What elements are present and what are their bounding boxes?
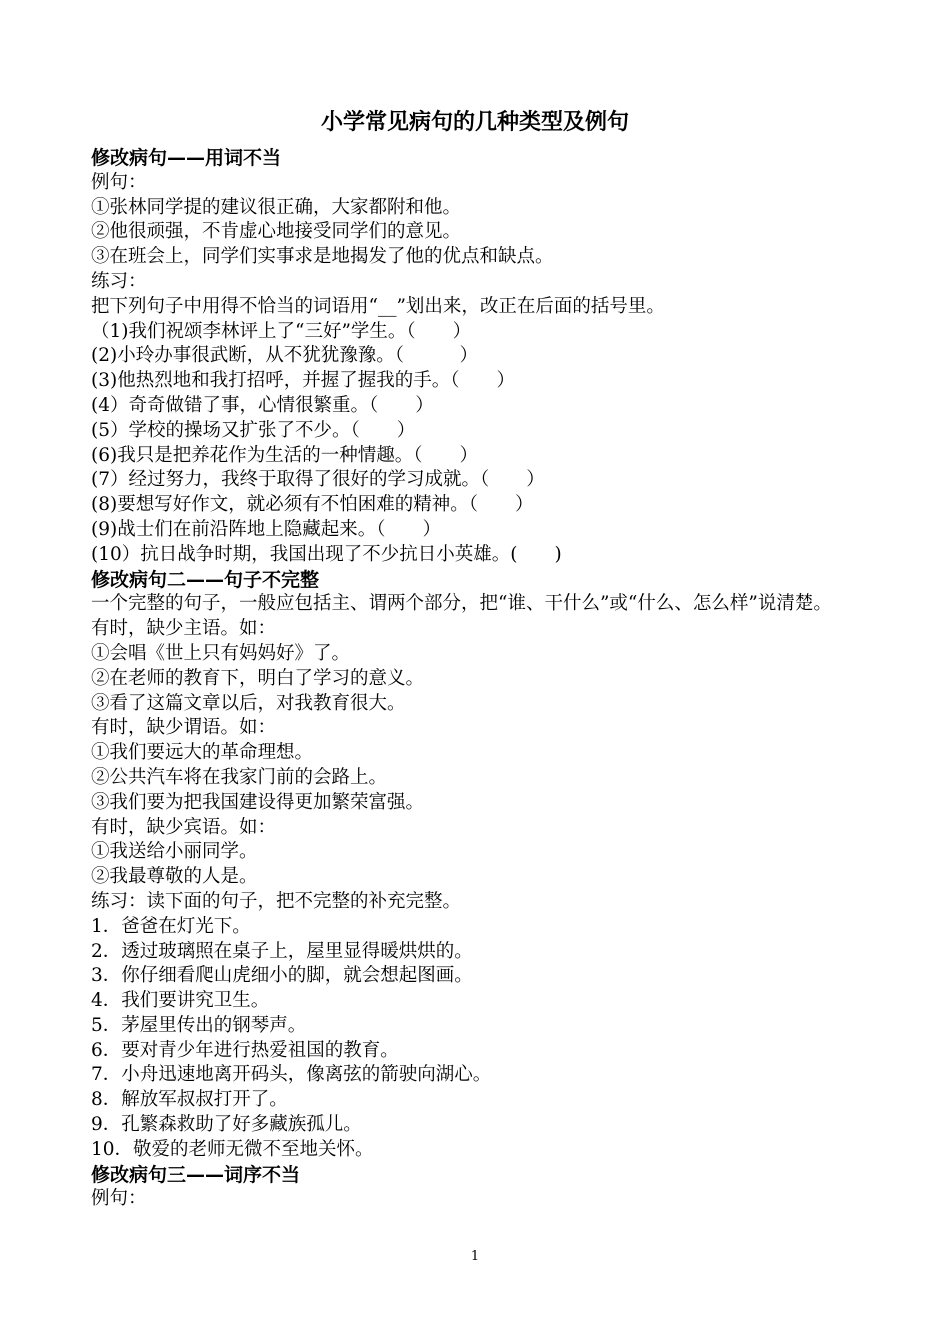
section-heading: 修改病句三——词序不当: [91, 1163, 301, 1186]
text-line: ③在班会上，同学们实事求是地揭发了他的优点和缺点。: [91, 246, 554, 268]
text-line: ②公共汽车将在我家门前的会路上。: [91, 766, 388, 788]
text-line: (8)要想写好作文，就必须有不怕困难的精神。（ ）: [91, 494, 534, 516]
text-line: (10）抗日战争时期，我国出现了不少抗日小英雄。( ): [91, 543, 562, 565]
text-line: 3．你仔细看爬山虎细小的脚，就会想起图画。: [91, 965, 473, 987]
text-line: 6．要对青少年进行热爱祖国的教育。: [91, 1039, 399, 1061]
text-line: 一个完整的句子，一般应包括主、谓两个部分，把“谁、干什么”或“什么、怎么样”说清楚。: [91, 593, 832, 615]
text-line: 例句：: [91, 171, 147, 193]
document-title: 小学常见病句的几种类型及例句: [320, 110, 629, 135]
section-heading: 修改病句——用词不当: [91, 147, 282, 169]
text-line: (2)小玲办事很武断，从不犹犹豫豫。（ ）: [91, 345, 478, 367]
text-line: (5）学校的操场又扩张了不少。（ ）: [91, 419, 416, 441]
text-line: 例句：: [91, 1188, 147, 1210]
document-body: [91, 146, 881, 1212]
text-line: ①会唱《世上只有妈妈好》了。: [91, 642, 351, 664]
text-line: ②他很顽强，不肯虚心地接受同学们的意见。: [91, 221, 462, 243]
text-line: 2．透过玻璃照在桌子上，屋里显得暖烘烘的。: [91, 940, 473, 962]
text-line: ③我们要为把我国建设得更加繁荣富强。: [91, 791, 425, 813]
text-line: 9．孔繁森救助了好多藏族孤儿。: [91, 1114, 362, 1136]
text-line: (9)战士们在前沿阵地上隐藏起来。（ ）: [91, 518, 441, 540]
text-line: 1．爸爸在灯光下。: [91, 915, 251, 937]
text-line: 5．茅屋里传出的钢琴声。: [91, 1014, 307, 1036]
text-line: (6)我只是把养花作为生活的一种情趣。（ ）: [91, 444, 478, 466]
text-line: 4．我们要讲究卫生。: [91, 990, 270, 1012]
page-number: 1: [470, 1249, 480, 1264]
section-heading: 修改病句二——句子不完整: [91, 568, 320, 591]
text-line: ②我最尊敬的人是。: [91, 866, 258, 888]
text-line: ①我送给小丽同学。: [91, 841, 258, 863]
text-line: 练习：: [91, 270, 147, 292]
text-line: 7．小舟迅速地离开码头，像离弦的箭驶向湖心。: [91, 1064, 492, 1086]
text-line: (4）奇奇做错了事，心情很繁重。（ ）: [91, 394, 434, 416]
text-line: 练习：读下面的句子，把不完整的补充完整。: [91, 890, 462, 912]
text-line: ①我们要远大的革命理想。: [91, 742, 314, 764]
text-line: ①张林同学提的建议很正确，大家都附和他。: [91, 196, 462, 218]
text-line: ②在老师的教育下，明白了学习的意义。: [91, 667, 425, 689]
text-line: 有时，缺少主语。如：: [91, 618, 277, 640]
text-line: (3)他热烈地和我打招呼，并握了握我的手。（ ）: [91, 370, 515, 392]
text-line: ③看了这篇文章以后，对我教育很大。: [91, 692, 406, 714]
text-line: 8．解放军叔叔打开了。: [91, 1089, 288, 1111]
text-line: 10．敬爱的老师无微不至地关怀。: [91, 1138, 374, 1160]
text-line: 把下列句子中用得不恰当的词语用“__”划出来，改正在后面的括号里。: [91, 295, 665, 317]
text-line: (7）经过努力，我终于取得了很好的学习成就。（ ）: [91, 469, 545, 491]
text-line: （1)我们祝颂李林评上了“三好”学生。（ ）: [91, 320, 472, 342]
text-line: 有时，缺少宾语。如：: [91, 816, 277, 838]
text-line: 有时，缺少谓语。如：: [91, 717, 277, 739]
